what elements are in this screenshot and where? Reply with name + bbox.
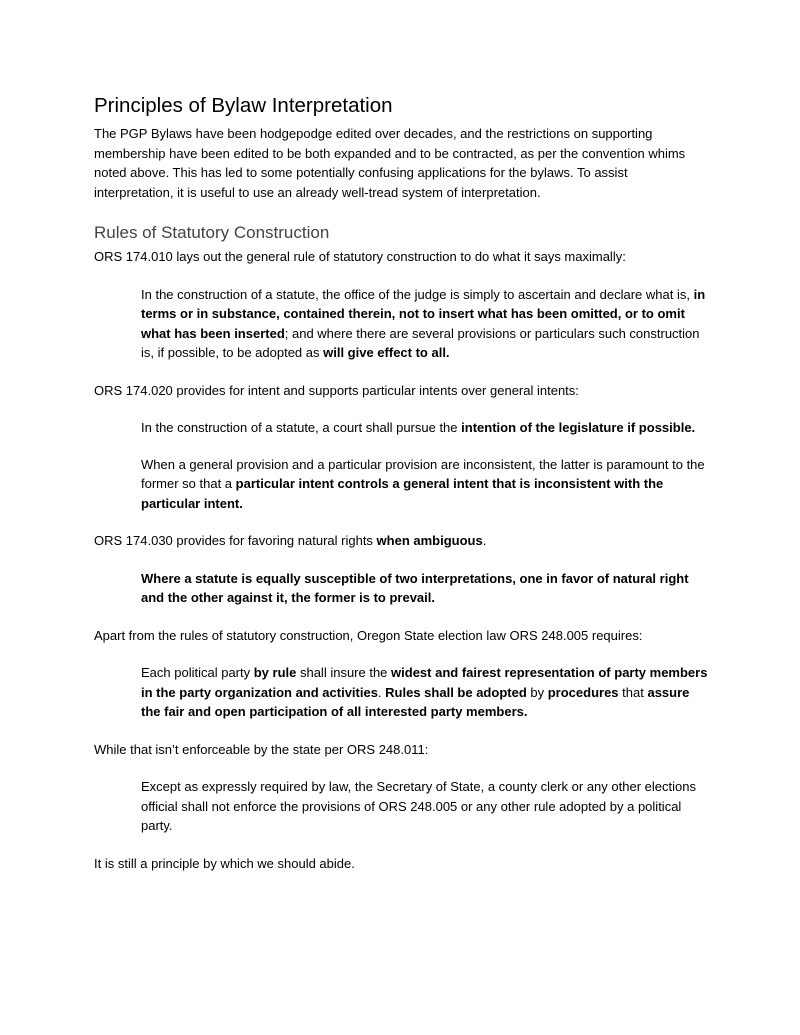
quote-emphasis: procedures [547,684,619,700]
ors-174-020-quote-b [141,455,711,514]
lead-emphasis: when ambiguous [376,533,483,548]
document-content [94,93,709,873]
ors-174-020-quote-a [141,418,711,438]
quote-emphasis: by rule [253,665,297,680]
ors-174-010-quote-text [141,285,711,363]
ors-174-030-quote [141,569,711,608]
quote-emphasis: intention of the legislature if possible. [461,420,696,435]
ors-174-030-quote-text [141,569,711,608]
ors-174-010-lead: ORS 174.010 lays out the general rule of statutory construction to do what it says maximally: [94,249,626,264]
lead-text: ORS 174.030 provides for favoring natural rights [94,533,377,548]
intro-paragraph: The PGP Bylaws have been hodgepodge edited over decades, and the restrictions on supporting membership have been edited to be both expanded and to be contracted, as per the convention whims noted above. This has led to some potentially confusing applications for the bylaws. To assist interpretation, it is useful to use an already well-tread system of interpretation. [94,126,686,200]
ors-174-010-quote [141,285,711,363]
page-title: Principles of Bylaw Interpretation [94,94,393,117]
quote-emphasis: in terms or in substance, contained therein, not to insert what has been omitted, or to omit what has been inserted [141,286,706,341]
section-heading: Rules of Statutory Construction [94,223,330,242]
quote-text: In the construction of a statute, the office of the judge is simply to ascertain and declare what is, [141,286,694,302]
quote-text: When a general provision and a particular provision are inconsistent, the latter is paramount to the former so that a [141,456,705,491]
quote-text: . [377,684,386,700]
quote-text: Each political party [141,665,254,680]
quote-emphasis: will give effect to all. [323,345,450,360]
quote-text: by [526,684,548,700]
ors-174-030-lead [94,531,709,551]
ors-248-011-quote-text: Except as expressly required by law, the Secretary of State, a county clerk or any other elections official shall not enforce the provisions of ORS 248.005 or any other rule adopted by a political party. [141,779,696,833]
ors-248-005-quote-text [141,663,711,722]
ors-248-005-quote [141,663,711,722]
lead-text: . [482,533,487,548]
quote-emphasis: particular intent controls a general intent that is inconsistent with the particular intent. [141,476,664,511]
ors-248-011-quote [141,777,711,836]
ors-248-005-lead: Apart from the rules of statutory construction, Oregon State election law ORS 248.005 requires: [94,627,643,643]
quote-text: ; and where there are several provisions or particulars such construction is, if possible, to be adopted as [141,325,700,360]
ors-174-020-quote [141,418,711,513]
quote-emphasis: assure the fair and open participation of all interested party members. [141,684,690,719]
quote-emphasis: Rules shall be adopted [385,684,527,700]
quote-text: that [618,684,648,700]
closing-paragraph: It is still a principle by which we should abide. [94,855,355,871]
ors-248-011-lead: While that isn’t enforceable by the state per ORS 248.011: [94,741,429,757]
quote-text: In the construction of a statute, a court shall pursue the [141,420,462,435]
quote-emphasis: widest and fairest representation of party members in the party organization and activities [141,665,708,700]
quote-emphasis: Where a statute is equally susceptible of two interpretations, one in favor of natural right and the other against it, the former is to prevail. [141,570,689,605]
ors-174-020-lead: ORS 174.020 provides for intent and supports particular intents over general intents: [94,382,579,398]
quote-text: shall insure the [296,665,392,680]
